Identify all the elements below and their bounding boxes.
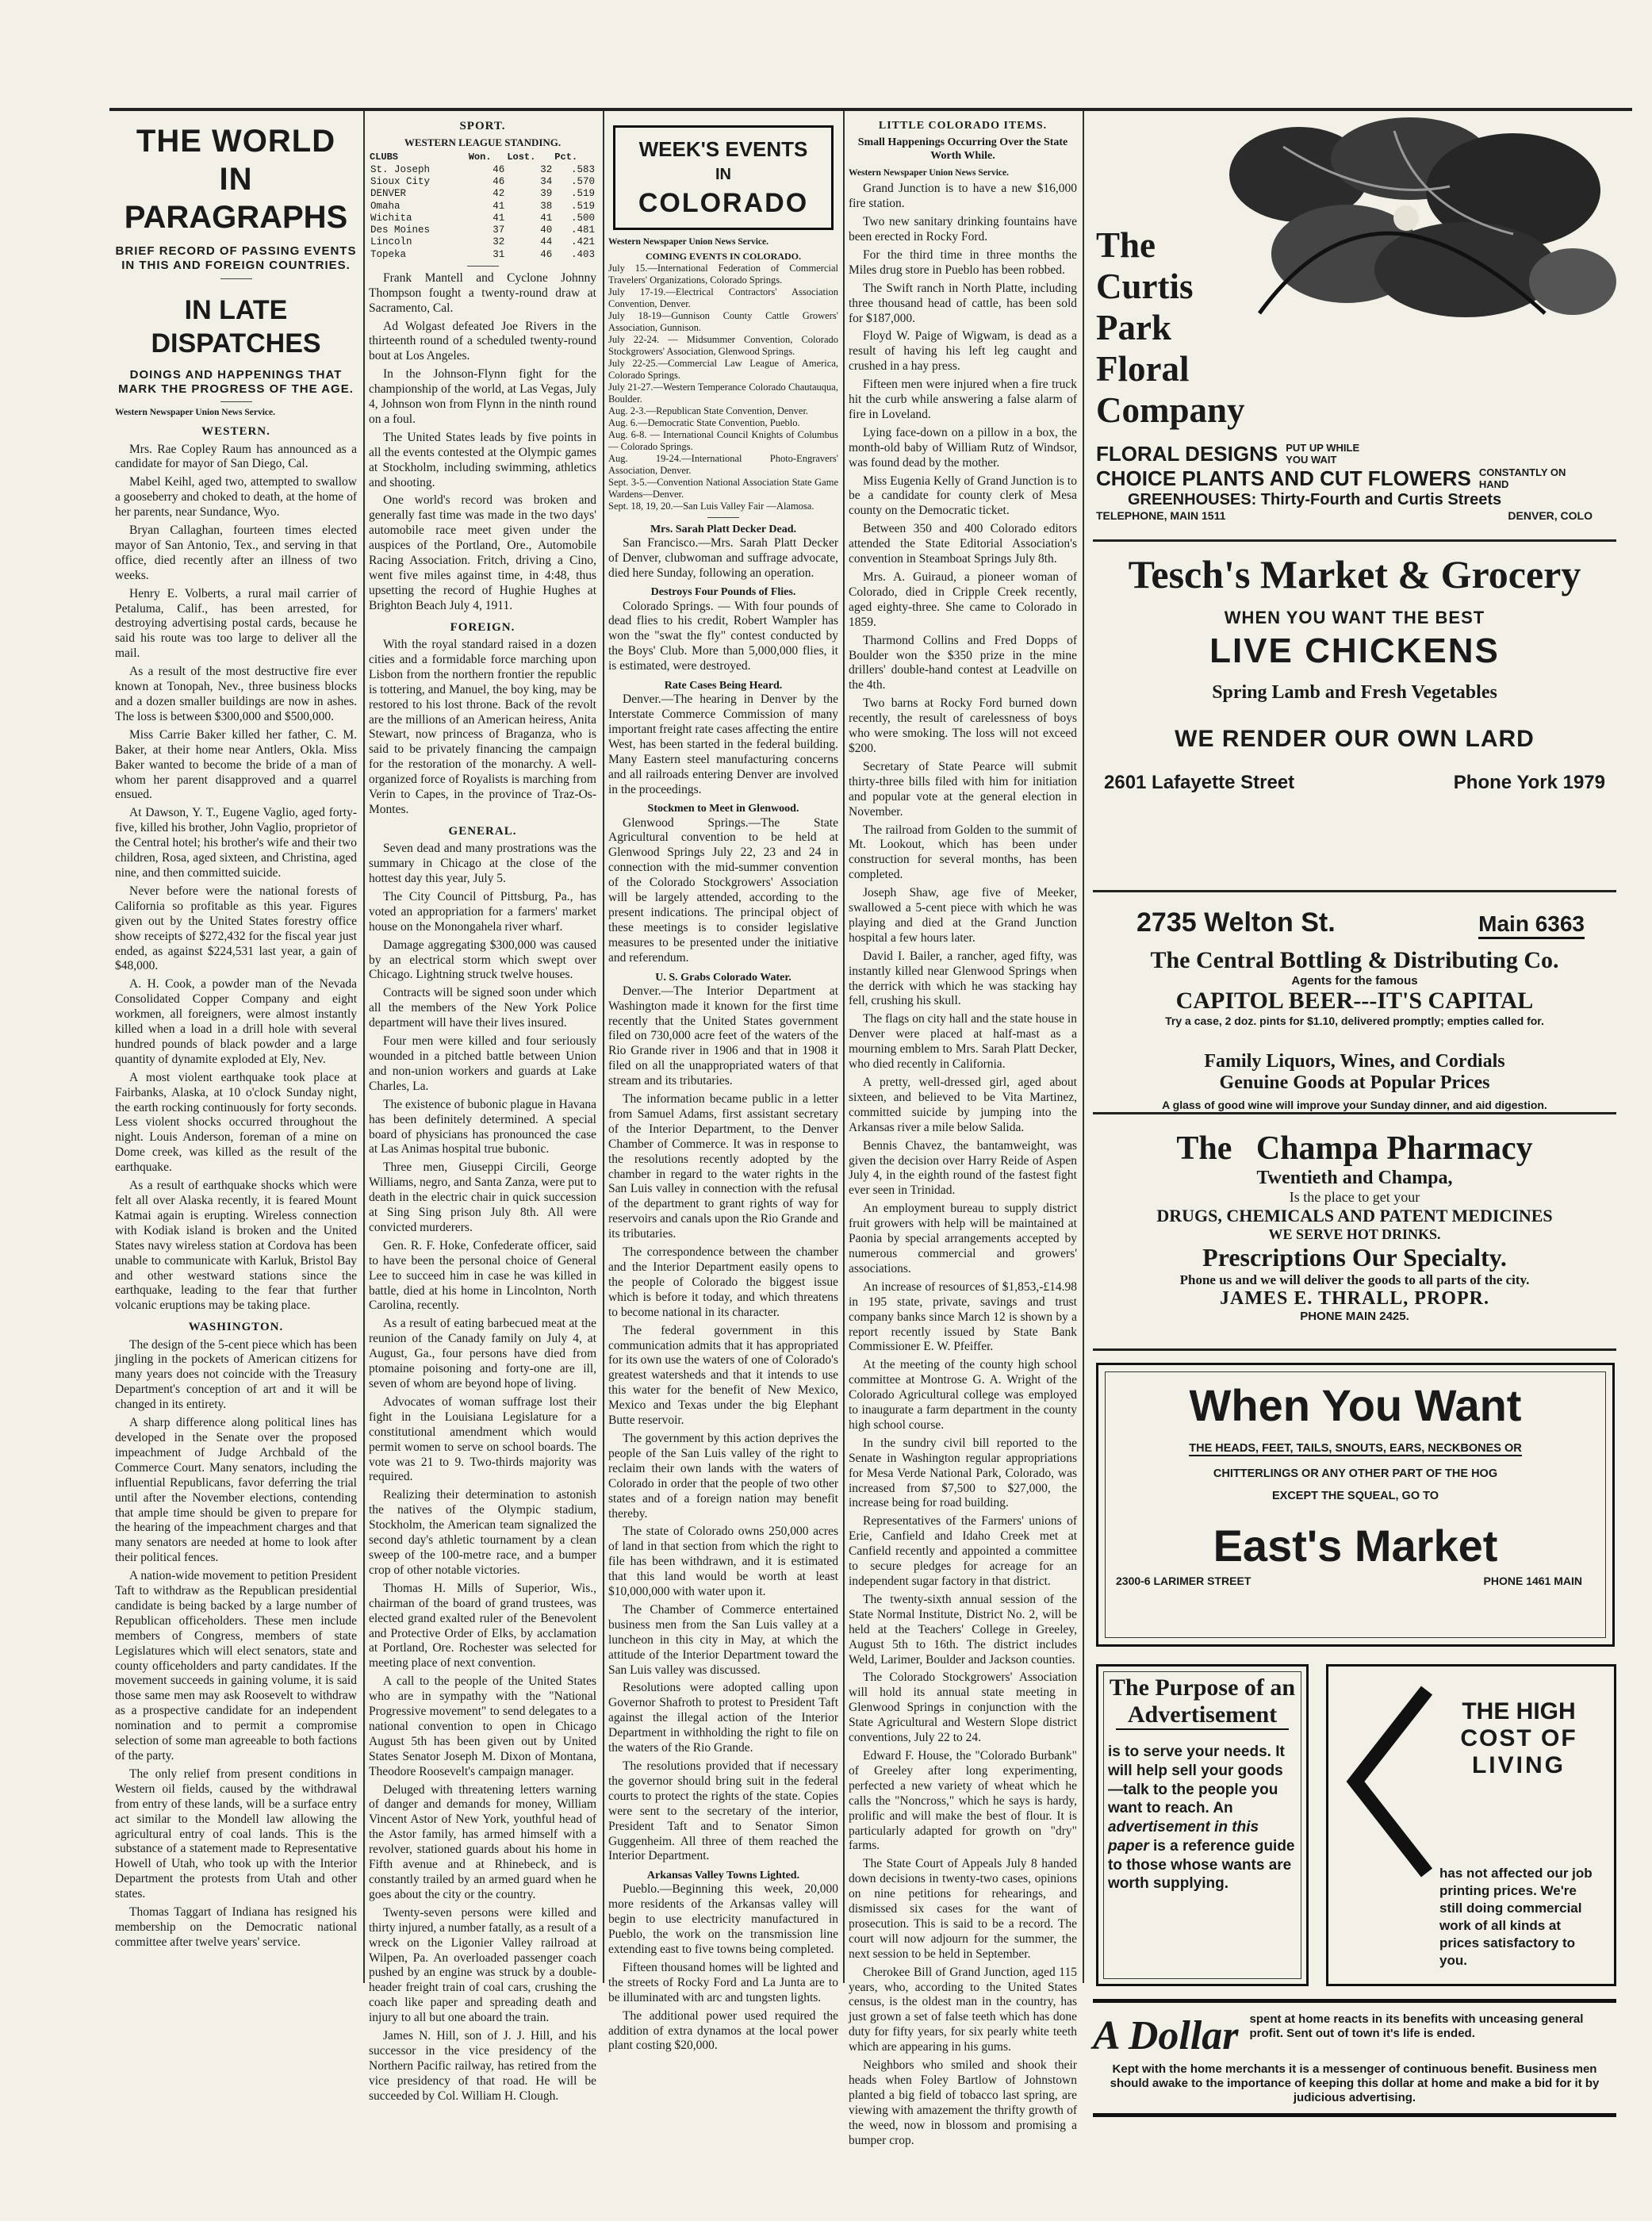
- article-text: Denver.—The Interior Department at Washington made it known for the first time recently that the United States government filed on 730,000 acre feet of the waters of the Rio Grande river in 1906 and that in 1908 it filed on all the unappropriated waters of that stream and its tributaries.: [608, 984, 838, 1088]
- article-text: The additional power used required the addition of extra dynamos at the local power plant costing $20,000.: [608, 2008, 838, 2053]
- champa-prop: JAMES E. THRALL, PROPR.: [1220, 1288, 1489, 1309]
- pct: .403: [570, 248, 595, 260]
- choice-plants: CHOICE PLANTS AND CUT FLOWERS: [1096, 466, 1471, 490]
- news-item: Damage aggregating $300,000 was caused by an electrical storm which swept over Chicago. Lightning struck twelve houses.: [369, 938, 596, 982]
- list-item: July 22-24. — Midsummer Convention, Colorado Stockgrowers' Association, Glenwood Springs.: [608, 333, 838, 357]
- news-item: Thomas Taggart of Indiana has resigned his membership on the Democratic national committee after twelve years' service.: [115, 1905, 357, 1949]
- bottling-goods: Genuine Goods at Popular Prices: [1219, 1072, 1490, 1093]
- floral-city: DENVER, COLO: [1508, 509, 1593, 522]
- news-item: Grand Junction is to have a new $16,000 fire station.: [849, 182, 1077, 211]
- news-item: Representatives of the Farmers' unions of Erie, Canfield and Idaho Creek met at Canfield recently and appointed a committee to secure pledges for acreage for an independent sugar factory in that district.: [849, 1514, 1077, 1588]
- news-item: Contracts will be signed soon under which all the members of the New York Police department will have their lives insured.: [369, 986, 596, 1030]
- news-item: A nation-wide movement to petition President Taft to withdraw as the Republican presidential candidate is being backed by a large number of Republican officeholders. These men include members of Congress, members of state Legislatures which will elect senators, state and county officeholders and party candidates. If the movement succeeds in gaining volume, it is said those same men may ask Roosevelt to withdraw as a prospective candidate for an independent nomination and to permit a compromise selection of some man agreeable to both factions of the party.: [115, 1569, 357, 1763]
- floral-name-line: Curtis: [1096, 267, 1194, 306]
- pct: .481: [570, 224, 595, 236]
- list-item: July 21-27.—Western Temperance Colorado Chautauqua, Boulder.: [608, 381, 838, 405]
- champa-line5: Phone us and we will deliver the goods to all parts of the city.: [1179, 1272, 1530, 1287]
- easts-line3: EXCEPT THE SQUEAL, GO TO: [1271, 1490, 1439, 1502]
- article-heading: U. S. Grabs Colorado Water.: [655, 971, 792, 984]
- bottling-offer: Try a case, 2 doz. pints for $1.10, delivered promptly; empties called for.: [1165, 1015, 1544, 1027]
- dollar-title: A Dollar: [1093, 2013, 1239, 2058]
- cost-line2: COST OF: [1460, 1725, 1577, 1751]
- news-item: As a result of the most destructive fire ever known at Tonopah, Nev., three business blocks and a dozen smaller buildings are now in ashes. The loss is between $300,000 and $500,000.: [115, 665, 357, 723]
- ad-tesch-market: [1093, 546, 1616, 887]
- news-item: The twenty-sixth annual session of the State Normal Institute, District No. 2, will be held at the Teachers' College in Greeley, August 5th to 16th. The district includes Weld, Larimer, Boulder and Jackson counties.: [849, 1592, 1077, 1667]
- choice-plants-note: CONSTANTLY ON HAND: [1478, 466, 1566, 490]
- won: 46: [493, 176, 505, 188]
- news-item: As a result of eating barbecued meat at the reunion of the Canady family on July 4, at August, Ga., four persons have died from ptomaine poisoning and forty-one are ill, seven of whom are beyond hope of living.: [369, 1317, 596, 1391]
- article-heading: Mrs. Sarah Platt Decker Dead.: [650, 523, 797, 535]
- table-row: [369, 164, 596, 176]
- headline-line1: THE WORLD IN: [136, 124, 336, 197]
- news-item: The United States leads by five points in all the events contested at the Olympic games at Stockholm, including swimming, athletics and shooting.: [369, 430, 596, 489]
- news-item: James N. Hill, son of J. J. Hill, and his successor in the vice presidency of the Northern Pacific railway, has retired from the vice presidency of that road. He will be succeeded by Col. William H. Clough.: [369, 2029, 596, 2103]
- pct: .519: [570, 200, 595, 212]
- news-item: Thomas H. Mills of Superior, Wis., chairman of the board of grand trustees, was elected grand exalted ruler of the Benevolent and Protective Order of Elks, by acclamation at Portland, Ore. Rochester was selected for meeting place of next convention.: [369, 1581, 596, 1671]
- easts-address: 2300-6 LARIMER STREET: [1116, 1575, 1251, 1587]
- news-item: Advocates of woman suffrage lost their fight in the Louisiana Legislature for a constitutional amendment which would permit women to serve on school boards. The vote was 21 to 9. Two-thirds majority was required.: [369, 1394, 596, 1484]
- club-name: Lincoln: [370, 236, 412, 248]
- news-item: Mrs. Rae Copley Raum has announced as a candidate for mayor of San Diego, Cal.: [115, 442, 357, 471]
- pct: .500: [570, 212, 595, 224]
- champa-the: The: [1176, 1130, 1232, 1167]
- news-item: Edward F. House, the "Colorado Burbank" of Greeley after long experimenting, perfected a new variety of wheat which he calls the "Noncross," which he says is hardy, prolific and will make the best of flour. It is particularly adapted for growth on "dry" farms.: [849, 1748, 1077, 1853]
- news-item: Tharmond Collins and Fred Dopps of Boulder won the $350 prize in the mine drillers' double-hand contest at Leadville on the 4th.: [849, 633, 1077, 692]
- article-heading: Destroys Four Pounds of Flies.: [650, 586, 796, 599]
- bottling-address: 2735 Welton St.: [1136, 907, 1336, 938]
- news-item: The railroad from Golden to the summit of Mt. Lookout, which has been under construction for several months, has been completed.: [849, 823, 1077, 882]
- news-item: The State Court of Appeals July 8 handed down decisions in twenty-two cases, opinions on nine petitions for rehearings, and dismissed six cases for the want of prosecution. This is said to be a record. The court will now adjourn for the summer, the next session to be held in September.: [849, 1857, 1077, 1961]
- table-row: [369, 188, 596, 200]
- club-name: Sioux City: [370, 176, 431, 188]
- flower-illustration: [1212, 115, 1616, 329]
- ad-a-dollar: [1093, 1999, 1616, 2110]
- headline-subtitle: BRIEF RECORD OF PASSING EVENTS IN THIS AND FOREIGN COUNTRIES.: [115, 244, 357, 273]
- champa-phone: PHONE MAIN 2425.: [1300, 1310, 1409, 1323]
- list-item: Aug. 2-3.—Republican State Convention, Denver.: [608, 405, 809, 416]
- news-item: At the meeting of the county high school committee at Montrose G. A. Wright of the Colorado Agricultural college was employed to inaugurate a farm department in the county high school course.: [849, 1358, 1077, 1432]
- article-text: The Chamber of Commerce entertained business men from the San Luis valley at a luncheon in this city in May, at which the attitude of the Interior Department toward the San Luis valley was discussed.: [608, 1602, 838, 1677]
- won: 37: [493, 224, 505, 236]
- dateline: Western Newspaper Union News Service.: [115, 408, 275, 418]
- dateline: Western Newspaper Union News Service.: [608, 237, 769, 247]
- champa-line1: Is the place to get your: [1289, 1189, 1420, 1205]
- box-line3: COLORADO: [638, 188, 809, 218]
- masthead-rule: [109, 108, 1632, 111]
- news-item: With the royal standard raised in a dozen cities and a formidable force marching upon Lisbon from the northern frontier the republic is tottering, and Manuel, the boy king, may be restored to his lost throne. Back of the revolt are the millions of an American heiress, Anita Stewart, now princess of Braganza, who is said to be privately financing the campaign for the restoration of the monarchy. A well-organized force of Royalists is marching from Verin to Capes, in the province of Traz-Os-Montes.: [369, 638, 596, 816]
- events-list: [608, 263, 838, 512]
- standings-header-row: [369, 151, 596, 164]
- tesch-phone: Phone York 1979: [1453, 772, 1605, 793]
- tesch-line2: LIVE CHICKENS: [1209, 631, 1500, 670]
- list-item: Aug. 6.—Democratic State Convention, Pueblo.: [608, 416, 800, 428]
- bottling-phone: Main 6363: [1478, 911, 1585, 939]
- news-item: Never before were the national forests of California so profitable as this year. Figures given out by the United States forestry office show receipts of $272,432 for the fiscal year just ended, as against $224,531 last year, a gain of $48,000.: [115, 884, 357, 973]
- purpose-body1: is to serve your needs. It will help sell your goods—talk to the people you want to reach. An: [1108, 1743, 1285, 1817]
- list-item: Aug. 19-24.—International Photo-Engravers' Association, Denver.: [608, 452, 838, 476]
- club-name: Wichita: [370, 212, 412, 224]
- purpose-title2: Advertisement: [1116, 1701, 1289, 1730]
- table-row: [369, 249, 596, 261]
- cost-line1: THE HIGH: [1462, 1698, 1576, 1724]
- won: 42: [493, 188, 505, 200]
- won: 41: [493, 212, 505, 224]
- column-sport-foreign-general: [369, 113, 596, 2103]
- floral-designs: FLORAL DESIGNS: [1096, 442, 1278, 466]
- lost: 32: [540, 163, 553, 175]
- club-name: St. Joseph: [370, 163, 431, 175]
- box-line1: WEEK'S EVENTS: [638, 137, 808, 161]
- column-little-colorado-items: [849, 113, 1077, 2147]
- news-item: In the Johnson-Flynn fight for the championship of the world, at Las Vegas, July 4, Johnson won from Flynn in the ninth round on a foul.: [369, 367, 596, 426]
- bottling-agents: Agents for the famous: [1291, 974, 1418, 988]
- news-item: The Swift ranch in North Platte, including three thousand head of cattle, has been sold for $187,000.: [849, 281, 1077, 325]
- news-item: The Colorado Stockgrowers' Association will hold its annual state meeting in Glenwood Springs in conjunction with the State Agricultural and Western Slope district conventions, July 22 to 24.: [849, 1671, 1077, 1745]
- late-dispatches-subtitle: DOINGS AND HAPPENINGS THAT MARK THE PROGRESS OF THE AGE.: [118, 367, 354, 396]
- lost: 41: [540, 212, 553, 224]
- chevron-left-icon: [1340, 1682, 1435, 1881]
- column-rule: [1083, 111, 1084, 1983]
- news-item: Bennis Chavez, the bantamweight, was given the decision over Harry Reide of Aspen July 4, in the eighth round of the fastest fight ever seen in Trinidad.: [849, 1138, 1077, 1198]
- article-text: The state of Colorado owns 250,000 acres of land in that section from which the right to file has been withdrawn, and it is estimated that this land would be worth at least $10,000,000 with water upon it.: [608, 1525, 838, 1599]
- ad-central-bottling: [1093, 896, 1616, 1134]
- article-text: Fifteen thousand homes will be lighted and the streets of Rocky Ford and La Junta are to be illuminated with arc and tungsten lights.: [608, 1960, 838, 2004]
- col-header: CLUBS: [370, 152, 399, 163]
- news-item: Floyd W. Paige of Wigwam, is dead as a result of having his left leg caught and crushed in a hay press.: [849, 329, 1077, 374]
- news-item: A sharp difference along political lines has developed in the Senate over the proposed impeachment of Judge Archbald of the Commerce Court. Many senators, including the influential Republicans, favor deferring the trial until after the November elections, contending that ample time should be given to prepare for the hearing of the impeachment charges and that many senators are needed at home to look after their political fences.: [115, 1416, 357, 1565]
- news-item: Secretary of State Pearce will submit thirty-three bills filed with him for initiation and popular vote at the general election in November.: [849, 759, 1077, 819]
- news-item: A. H. Cook, a powder man of the Nevada Consolidated Copper Company and eight workmen, all foreigners, were almost instantly killed when a load in a drill hole with several hundred pounds of black powder and a large quantity of dynamite exploded at Ely, Nev.: [115, 977, 357, 1066]
- floral-name-line: The: [1096, 225, 1156, 265]
- easts-phone: PHONE 1461 MAIN: [1483, 1575, 1582, 1587]
- floral-name-line: Floral: [1096, 349, 1190, 389]
- news-item: Twenty-seven persons were killed and thirty injured, a number fatally, as a result of a wreck on the Ligonier Valley railroad at Wilpen, Pa. An overloaded passenger coach pushed by an engine was struck by a double-header freight train of coal cars, crushing the coach like paper and spreading death and injury to all but one aboard the train.: [369, 1905, 596, 2025]
- article-text: The correspondence between the chamber and the Interior Department easily opens to the people of Colorado the biggest issue which is before it today, and which threatens to become national in its character.: [608, 1245, 838, 1319]
- column-rule: [603, 111, 604, 1983]
- list-item: Sept. 18, 19, 20.—San Luis Valley Fair —Alamosa.: [608, 500, 815, 512]
- greenhouses: GREENHOUSES: Thirty-Fourth and Curtis Streets: [1128, 491, 1502, 508]
- ad-divider: [1093, 1112, 1616, 1114]
- column-world-in-paragraphs: [115, 113, 357, 1993]
- champa-line2: DRUGS, CHEMICALS AND PATENT MEDICINES: [1156, 1206, 1553, 1226]
- purpose-title1: The Purpose of an: [1109, 1674, 1296, 1701]
- table-row: [369, 176, 596, 188]
- weeks-events-box: [613, 125, 834, 230]
- news-item: Gen. R. F. Hoke, Confederate officer, said to have been the personal choice of General Lee to succeed him in case he was killed in battle, died at his home in Lincolnton, North Carolina, recently.: [369, 1238, 596, 1313]
- section-sport: SPORT.: [459, 120, 506, 132]
- news-item: Realizing their determination to astonish the natives of the Olympic stadium, Stockholm, the American team signalized the second day's athletic tournament by a clean sweep of the 100-metre race, and a bumper crop of other notable victories.: [369, 1488, 596, 1577]
- article-text: The resolutions provided that if necessary the governor should bring suit in the federal courts to protect the rights of the state. Copies were sent to the secretary of the interior, President Taft and to Senator Simon Guggenheim. All three of them reached the Interior Department.: [608, 1759, 838, 1863]
- column-colorado-events: [608, 113, 838, 2053]
- pct: .421: [570, 236, 595, 248]
- section-western: WESTERN.: [201, 425, 270, 439]
- column-rule: [363, 111, 365, 1983]
- won: 41: [493, 200, 505, 212]
- tesch-address: 2601 Lafayette Street: [1104, 772, 1295, 793]
- section-washington: WASHINGTON.: [188, 1321, 284, 1334]
- ad-easts-market: [1096, 1363, 1615, 1647]
- standings-table: [369, 151, 596, 261]
- news-item: A call to the people of the United States who are in sympathy with the "National Progressive movement" to send delegates to a national convention to open in Chicago August 5th has been given out by United States Senator Joseph M. Dixon of Montana, Theodore Roosevelt's campaign manager.: [369, 1674, 596, 1778]
- news-item: One world's record was broken and generally fast time was made in the two days' automobile race meet given under the auspices of the Portland, Ore., Automobile Racing Association. Fritch, driving a Cino, went five miles against time, in 4:48, thus upsetting the record of Hughie Hughes at Brighton Beach July 4, 1911.: [369, 493, 596, 612]
- news-item: Lying face-down on a pillow in a box, the month-old baby of William Rutz of Windsor, was found dead by the mother.: [849, 425, 1077, 470]
- tesch-line3: Spring Lamb and Fresh Vegetables: [1212, 682, 1497, 703]
- floral-designs-note: PUT UP WHILE YOU WAIT: [1286, 442, 1360, 466]
- tesch-line4: WE RENDER OUR OWN LARD: [1175, 726, 1535, 752]
- won: 32: [493, 236, 505, 248]
- section-foreign: FOREIGN.: [450, 620, 516, 634]
- news-item: An employment bureau to supply district fruit growers with help will be maintained at Paonia by special arrangements accepted by numerous commercial and growers' associations.: [849, 1202, 1077, 1275]
- news-item: At Dawson, Y. T., Eugene Vaglio, aged forty-five, killed his brother, John Vaglio, proprietor of the Central hotel; his brother's wife and their two children, Rosa, aged sixteen, and Christina, aged nine, and then committed suicide.: [115, 806, 357, 880]
- pct: .583: [570, 163, 595, 175]
- news-item: A pretty, well-dressed girl, aged about sixteen, and believed to be Vita Martinez, committed suicide by jumping into the Arkansas river a mile below Salida.: [849, 1076, 1077, 1134]
- easts-name: East's Market: [1213, 1521, 1498, 1571]
- ad-purpose-of-advertisement: [1096, 1664, 1309, 1986]
- news-item: David I. Bailer, a rancher, aged fifty, was instantly killed near Glenwood Springs when the derrick with which he was stacking hay fell, crushing his skull.: [849, 949, 1077, 1008]
- column-rule: [843, 111, 845, 1983]
- floral-name-line: Company: [1096, 390, 1245, 430]
- list-item: Sept. 3-5.—Convention National Association State Game Wardens—Denver.: [608, 476, 838, 500]
- news-item: Three men, Giuseppi Circili, George Williams, negro, and Santa Zanza, were put to death in the electric chair in quick succession at Sing Sing prison July 8th. All were convicted murderers.: [369, 1160, 596, 1234]
- news-item: Four men were killed and four seriously wounded in a pitched battle between Union and non-union workers and guards at Lake Charles, La.: [369, 1034, 596, 1093]
- ad-curtis-park-floral: [1093, 115, 1616, 522]
- news-item: Seven dead and many prostrations was the summary in Chicago at the close of the hottest day this year, July 5.: [369, 842, 596, 885]
- news-item: Joseph Shaw, age five of Meeker, swallowed a 5-cent piece with which he was playing and died at the Grand Junction hospital a few hours later.: [849, 886, 1077, 945]
- headline-late-dispatches: IN LATE DISPATCHES: [151, 294, 321, 359]
- list-item: July 15.—International Federation of Commercial Travelers' Organizations, Colorado Springs.: [608, 262, 838, 286]
- dateline: Western Newspaper Union News Service.: [849, 168, 1009, 178]
- bottling-name: The Central Bottling & Distributing Co.: [1150, 947, 1559, 973]
- purpose-body-em: advertisement in this paper: [1108, 1819, 1259, 1855]
- pct: .570: [570, 176, 595, 188]
- ad-divider: [1093, 890, 1616, 892]
- news-item: Neighbors who smiled and shook their heads when Foley Bartlow of Johnstown planted a big field of tobacco last spring, are viewing with amazement the thrifty growth of the weed, now in blossom and promising a bumper crop.: [849, 2058, 1077, 2147]
- col-header: Pct.: [554, 152, 578, 163]
- news-item: Two barns at Rocky Ford burned down recently, the result of carelessness of boys who were smoking. The loss will not exceed $200.: [849, 696, 1077, 755]
- tesch-line1: WHEN YOU WANT THE BEST: [1224, 608, 1485, 627]
- article-text: The government by this action deprives the people of the San Luis valley of the right to reclaim their own lands with the waters of Colorado in order that the people of two other states and of a foreign nation may benefit thereby.: [608, 1431, 838, 1521]
- article-text: Colorado Springs. — With four pounds of dead flies to his credit, Robert Wampler has won the "swat the fly" contest conducted by the Boys' Club. More than 5,000,000 flies, it is estimated, were destroyed.: [608, 599, 838, 673]
- article-heading: Stockmen to Meet in Glenwood.: [647, 803, 799, 815]
- dollar-line2: Kept with the home merchants it is a messenger of continuous benefit. Business men should awake to the importance of keeping this dollar at home and make a bid for it by judicious advertising.: [1110, 2062, 1600, 2104]
- lost: 44: [540, 236, 553, 248]
- champa-address: Twentieth and Champa,: [1256, 1168, 1453, 1188]
- ad-high-cost-of-living: [1326, 1664, 1616, 1986]
- news-item: The City Council of Pittsburg, Pa., has voted an appropriation for a farmers' market house on the Monongahela river wharf.: [369, 889, 596, 934]
- champa-title: Champa Pharmacy: [1255, 1130, 1533, 1167]
- box-line2: IN: [715, 166, 731, 183]
- easts-headline: When You Want: [1189, 1380, 1522, 1430]
- bottling-glass: A glass of good wine will improve your Sunday dinner, and aid digestion.: [1162, 1099, 1547, 1111]
- lost: 38: [540, 200, 553, 212]
- dollar-line1: spent at home reacts in its benefits with unceasing general profit. Sent out of town it's life is ended.: [1249, 2012, 1584, 2040]
- news-item: The design of the 5-cent piece which has been jingling in the pockets of American citizens for many years does not coincide with the Treasury Department's conception of art and it will be changed in its entirety.: [115, 1337, 357, 1412]
- news-item: Henry E. Volberts, a rural mail carrier of Petaluma, Calif., has been arrested, for destroying advertising postal cards, because he said his route was too large to deliver all the mail.: [115, 586, 357, 661]
- news-item: Deluged with threatening letters warning of danger and demands for money, William Vincent Astor of New York, youthful head of the Astor family, has armed himself with a revolver, stationed guards about his home in Fifth avenue and at Rhinebeck, and is constantly trailed by an armed guard when he goes about the city or the country.: [369, 1782, 596, 1901]
- lost: 46: [540, 248, 553, 260]
- lost: 40: [540, 224, 553, 236]
- news-item: As a result of earthquake shocks which were felt all over Alaska recently, it is feared Mount Katmai again is erupting. Wireless connection with Kodiak island is broken and the United States navy wireless station at Cordova has been unable to communicate with Karluk, Bristol Bay and other westward stations since the earthquake, leading to the fear that further volcanic eruptions may be taking place.: [115, 1179, 357, 1313]
- table-row: [369, 201, 596, 213]
- news-item: Bryan Callaghan, fourteen times elected mayor of San Antonio, Tex., and serving in that office, died recently after an illness of two weeks.: [115, 524, 357, 582]
- coming-events-title: COMING EVENTS IN COLORADO.: [645, 251, 802, 263]
- standing-title: WESTERN LEAGUE STANDING.: [404, 136, 562, 149]
- tesch-title: Tesch's Market & Grocery: [1128, 552, 1581, 596]
- floral-name-line: Park: [1096, 308, 1171, 347]
- news-item: The flags on city hall and the state house in Denver were placed at half-mast as a mourning emblem to Mrs. Sarah Platt Decker, who died recently in California.: [849, 1012, 1077, 1072]
- col-header: Lost.: [507, 152, 536, 163]
- news-item: Cherokee Bill of Grand Junction, aged 115 years, who, according to the United States census, is the oldest man in the country, has just grown a set of false teeth which has done duty for fifty years, for six pearly white teeth which are appearing in his gums.: [849, 1965, 1077, 2054]
- champa-line3: WE SERVE HOT DRINKS.: [1268, 1226, 1441, 1242]
- article-text: Glenwood Springs.—The State Agricultural convention to be held at Glenwood Springs July 22, 23 and 24 in connection with the mid-summer convention of the Colorado Stockgrowers' Association will be largely attended, according to the present indications. The principal object of these meetings is to consider legislative measures to be presented under the initiative and referendum.: [608, 815, 838, 965]
- list-item: July 18-19—Gunnison County Cattle Growers' Association, Gunnison.: [608, 309, 838, 333]
- table-row: [369, 224, 596, 236]
- section-title: LITTLE COLORADO ITEMS.: [878, 120, 1048, 132]
- section-subtitle: Small Happenings Occurring Over the State Worth While.: [857, 136, 1068, 163]
- floral-phone: TELEPHONE, MAIN 1511: [1096, 509, 1226, 522]
- news-item: An increase of resources of $1,853,-£14.98 in 195 state, private, savings and trust company banks since March 12 is shown by a report recently issued by State Bank Commissioner E. W. Pfeiffer.: [849, 1279, 1077, 1354]
- news-item: Fifteen men were injured when a fire truck hit the curb while answering a false alarm of fire in Loveland.: [849, 378, 1077, 421]
- club-name: DENVER: [370, 188, 407, 200]
- table-row: [369, 213, 596, 224]
- cost-line3: LIVING: [1471, 1752, 1566, 1778]
- article-text: The federal government in this communication admits that it has appropriated for its own use the waters of one of Colorado's greatest watersheds and that it intends to use this water for the benefit of New Mexico, Mexico and Texas under the big Elephant Butte reservoir.: [608, 1323, 838, 1428]
- news-item: Two new sanitary drinking fountains have been erected in Rocky Ford.: [849, 215, 1077, 244]
- article-heading: Rate Cases Being Heard.: [664, 680, 783, 692]
- news-item: The only relief from present conditions in Western oil fields, caused by the withdrawal from entry of these lands, will be a surface entry act similar to the Mondell law allowing the agricultural entry of coal lands. This is the substance of a statement made to Representative Howell of Utah, who took up with the Interior Department the protests from Utah and other states.: [115, 1766, 357, 1901]
- lost: 34: [540, 176, 553, 188]
- news-item: Frank Mantell and Cyclone Johnny Thompson fought a twenty-round draw at Sacramento, Cal.: [369, 270, 596, 315]
- pct: .519: [570, 188, 595, 200]
- bottling-liquors: Family Liquors, Wines, and Cordials: [1204, 1051, 1505, 1072]
- list-item: July 22-25.—Commercial Law League of America, Colorado Springs.: [608, 357, 838, 381]
- news-item: Miss Eugenia Kelly of Grand Junction is to be a candidate for county clerk of Mesa county on the Democratic ticket.: [849, 474, 1077, 518]
- list-item: Aug. 6-8. — International Council Knights of Columbus — Colorado Springs.: [608, 428, 838, 452]
- ad-divider: [1093, 539, 1616, 542]
- news-item: Mabel Keihl, aged two, attempted to swallow a gooseberry and choked to death, at the home of her parents, near Sundance, Wyo.: [115, 475, 357, 520]
- purpose-body2: is a reference guide to those whose wants are worth supplying.: [1108, 1837, 1295, 1893]
- article-text: Pueblo.—Beginning this week, 20,000 more residents of the Arkansas valley will begin to use electricity manufactured in Pueblo, the work on the transmission line extending east to five towns being completed.: [608, 1882, 838, 1957]
- news-item: For the third time in three months the Miles drug store in Pueblo has been robbed.: [849, 247, 1077, 277]
- article-text: Resolutions were adopted calling upon Governor Shafroth to protest to President Taft against the illegal action of the Interior Department in withholding the right to file on the waters of the Rio Grande.: [608, 1681, 838, 1755]
- news-item: The existence of bubonic plague in Havana has been definitely determined. A special board of physicians has pronounced the case at Las Animas hospital true bubonic.: [369, 1097, 596, 1157]
- club-name: Topeka: [370, 248, 407, 260]
- section-general: GENERAL.: [448, 824, 517, 838]
- news-item: Between 350 and 400 Colorado editors attended the State Editorial Association's convention in Steamboat Springs July 8th.: [849, 522, 1077, 566]
- bottling-beer: CAPITOL BEER---IT'S CAPITAL: [1175, 988, 1534, 1014]
- ad-champa-pharmacy: [1093, 1118, 1616, 1348]
- article-text: San Francisco.—Mrs. Sarah Platt Decker of Denver, clubwoman and suffrage advocate, died here Sunday, following an operation.: [608, 535, 838, 580]
- table-row: [369, 236, 596, 248]
- article-heading: Arkansas Valley Towns Lighted.: [646, 1870, 800, 1882]
- news-item: Miss Carrie Baker killed her father, C. M. Baker, at their home near Antlers, Okla. Miss Baker wanted to become the bride of a man of whom her parent disapproved and a quarrel ensued.: [115, 727, 357, 802]
- headline-line2: PARAGRAPHS: [124, 200, 348, 235]
- won: 46: [493, 163, 505, 175]
- lost: 39: [540, 188, 553, 200]
- easts-line2: CHITTERLINGS OR ANY OTHER PART OF THE HOG: [1213, 1467, 1498, 1480]
- won: 31: [493, 248, 505, 260]
- champa-line4: Prescriptions Our Specialty.: [1202, 1243, 1507, 1272]
- list-item: July 17-19.—Electrical Contractors' Association Convention, Denver.: [608, 286, 838, 309]
- ad-divider: [1093, 1348, 1616, 1351]
- news-item: In the sundry civil bill reported to the Senate in Washington regular appropriations for Mesa Verde National Park, Colorado, was increased from $7,500 to $27,000, the increase being for road building.: [849, 1436, 1077, 1510]
- club-name: Omaha: [370, 200, 401, 212]
- news-item: A most violent earthquake took place at Fairbanks, Alaska, at 10 o'clock Sunday night, the earth rocking continuously for forty seconds. Less violent shocks occurred throughout the night. Louis Anderson, foreman of a mine on Dome creek, was killed as the result of the earthquake.: [115, 1070, 357, 1175]
- news-item: Ad Wolgast defeated Joe Rivers in the thirteenth round of a scheduled twenty-round bout at Los Angeles.: [369, 319, 596, 363]
- col-header: Won.: [468, 152, 492, 163]
- cost-body: has not affected our job printing prices. We're still doing commercial work of all kinds at prices satisfactory to you.: [1439, 1866, 1593, 1969]
- article-text: Denver.—The hearing in Denver by the Interstate Commerce Commission of many important freight rate cases affecting the entire West, has been started in the federal building. Many Eastern steel manufacturing concerns and all railroads entering Denver are involved in the proceedings.: [608, 692, 838, 796]
- article-text: The information became public in a letter from Samuel Adams, first assistant secretary of the Interior Department, to the Denver Chamber of Commerce. It was in response to the resolutions recently adopted by the chamber in regard to the water rights in the San Luis valley in connection with the refusal of the department to grant rights of way for reservoirs and canals upon the Rio Grande and its tributaries.: [608, 1092, 838, 1241]
- club-name: Des Moines: [370, 224, 431, 236]
- news-item: Mrs. A. Guiraud, a pioneer woman of Colorado, died in Cripple Creek recently, aged eighty-three. She came to Colorado in 1859.: [849, 570, 1077, 629]
- easts-line1: THE HEADS, FEET, TAILS, SNOUTS, EARS, NECKBONES OR: [1189, 1442, 1522, 1455]
